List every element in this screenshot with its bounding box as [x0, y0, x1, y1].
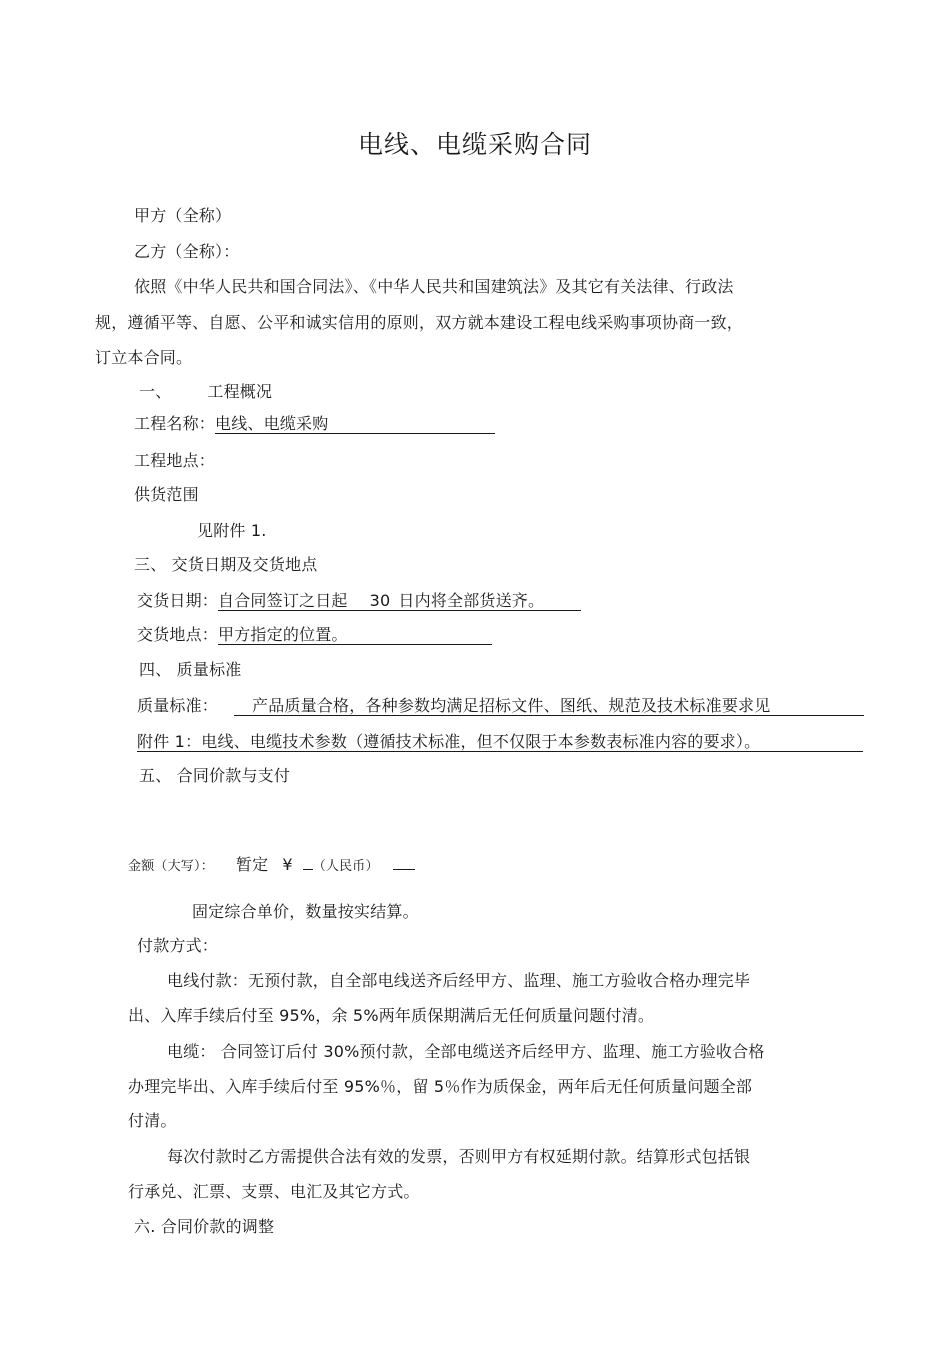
- preamble-line-3: 订立本合同。: [95, 348, 193, 367]
- amount-row: [128, 854, 415, 878]
- project-location-label: 工程地点：: [134, 451, 216, 470]
- delivery-date-text-b: 日内将全部货送齐。: [398, 591, 545, 610]
- section-5-heading: 五、 合同价款与支付: [139, 766, 291, 785]
- project-name-row: [134, 413, 495, 435]
- delivery-date-row: [137, 590, 581, 612]
- section-1-number: 一、: [139, 382, 172, 401]
- section-3-heading: 三、 交货日期及交货地点: [134, 555, 318, 574]
- amount-tentative: 暂定: [235, 855, 269, 874]
- section-1-heading: [139, 381, 272, 403]
- delivery-place-row: [137, 624, 492, 646]
- cable-payment-line-3: 付清。: [128, 1111, 177, 1130]
- quality-standard-line-2-row: [137, 731, 863, 753]
- document-title: 电线、电缆采购合同: [357, 130, 592, 159]
- section-1-title: 工程概况: [207, 382, 273, 401]
- section-4-heading: 四、 质量标准: [139, 660, 242, 679]
- project-name-label: 工程名称：: [134, 414, 216, 433]
- delivery-place-label: 交货地点：: [137, 625, 219, 644]
- supply-scope-value: 见附件 1.: [197, 521, 267, 540]
- delivery-place-value: 甲方指定的位置。: [218, 625, 492, 645]
- delivery-date-label: 交货日期：: [137, 591, 219, 610]
- amount-blank-1: [303, 869, 313, 870]
- invoice-note-line-1: 每次付款时乙方需提供合法有效的发票，否则甲方有权延期付款。结算形式包括银: [167, 1147, 751, 1166]
- fixed-unit-price: 固定综合单价，数量按实结算。: [192, 902, 419, 921]
- delivery-days: 30: [369, 591, 391, 610]
- amount-currency-symbol: ¥: [282, 855, 293, 874]
- party-a-label: 甲方（全称）: [134, 206, 232, 225]
- delivery-date-value: [218, 591, 581, 611]
- party-b-label: 乙方（全称）：: [134, 242, 240, 261]
- invoice-note-line-2: 行承兑、汇票、支票、电汇及其它方式。: [128, 1182, 420, 1201]
- payment-method-label: 付款方式：: [137, 936, 219, 955]
- cable-payment-line-2: 办理完毕出、入库手续后付至 95%％，留 5％作为质保金，两年后无任何质量问题全部: [128, 1077, 753, 1096]
- amount-label: 金额（大写）：: [128, 859, 214, 874]
- preamble-line-2: 规，遵循平等、自愿、公平和诚实信用的原则，双方就本建设工程电线采购事项协商一致，: [95, 313, 744, 332]
- amount-rmb-label: （人民币）: [312, 859, 379, 874]
- supply-scope-label: 供货范围: [134, 485, 199, 504]
- wire-payment-line-2: 出、入库手续后付至 95%，余 5%两年质保期满后无任何质量问题付清。: [128, 1006, 655, 1025]
- quality-standard-label: 质量标准：: [137, 696, 219, 715]
- preamble-line-1: 依照《中华人民共和国合同法》、《中华人民共和国建筑法》及其它有关法律、行政法: [134, 277, 734, 296]
- delivery-date-text-a: 自合同签订之日起: [218, 591, 348, 610]
- wire-payment-line-1: 电线付款：无预付款，自全部电线送齐后经甲方、监理、施工方验收合格办理完毕: [167, 971, 751, 990]
- section-6-heading: 六. 合同价款的调整: [134, 1217, 275, 1236]
- amount-blank-2: [393, 869, 415, 870]
- cable-payment-line-1: 电缆： 合同签订后付 30%预付款，全部电缆送齐后经甲方、监理、施工方验收合格: [167, 1042, 765, 1061]
- project-name-value: 电线、电缆采购: [215, 414, 495, 434]
- quality-standard-row: [137, 695, 864, 717]
- quality-standard-line-2: 附件 1：电线、电缆技术参数（遵循技术标准，但不仅限于本参数表标准内容的要求）。: [137, 732, 863, 752]
- quality-standard-line-1: 产品质量合格，各种参数均满足招标文件、图纸、规范及技术标准要求见: [234, 696, 864, 716]
